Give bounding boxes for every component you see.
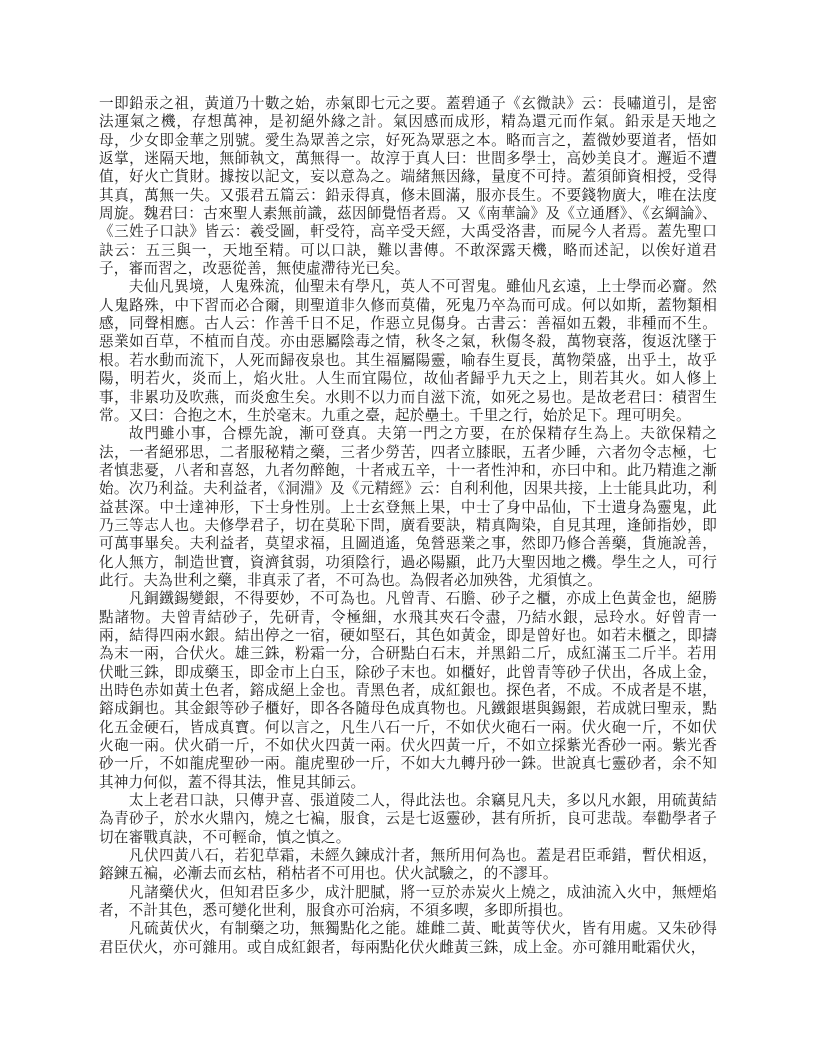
paragraph: 凡銅鐵錫變銀，不得要妙，不可為也。凡曾青、石膽、砂子之櫃，亦成上色黃金也，絕勝點諸物。夫曾青結砂子，先研青，令極細，水飛其夾石令盡，乃結水銀，忌玲水。好曾青一兩，結得四兩水銀。結出停之一宿，硬如堅石，其色如黃金，即是曾好也。如若未櫃之，即擣為末一兩，合伏火。雄三銖，粉霜一分，合研點白石末，并黑鉛二斤，成紅滿玉二斤半。若用伏毗三銖，即成藥玉，即金市上白玉，除砂子末也。如櫃好，此曾青等砂子伏出，各成上金，出時色赤如黃土色者，鎔成絕上金也。青黑色者，成紅銀也。探色者，不成。不成者是不堪，鎔成銅也。其金銀等砂子櫃好，即各各隨母色成真物也。凡鐵銀堪與錫銀，若成就曰聖汞，點化五金硬石，皆成真寶。何以言之，凡生八石一斤，不如伏火砲石一兩。伏火砲一斤，不如伏火砲一兩。伏火硝一斤，不如伏火四黃一兩。伏火四黃一斤，不如立採紫光香砂一兩。紫光香砂一斤，不如龍虎聖砂一兩。龍虎聖砂一斤，不如大九轉丹砂一銖。世說真七靈砂者，余不知其神力何似，蓋不得其法，惟見其師云。 xyxy=(99,591,717,791)
paragraph: 凡伏四黃八石，若犯草霜，未經久鍊成汁者，無所用何為也。蓋是君臣乖錯，暫伏相返，鎔鍊五褊，必漸去而玄枯，稍枯者不可用也。伏火試驗之，的不謬耳。 xyxy=(99,848,717,883)
paragraph: 凡硫黃伏火，有制藥之功，無獨點化之能。雄雌二黃、毗黃等伏火，皆有用處。又朱砂得君臣伏火，亦可雜用。或自成紅銀者，每兩點化伏火雌黃三銖，成上金。亦可雜用毗霜伏火， xyxy=(99,921,717,956)
paragraph: 太上老君口訣，只傳尹喜、張道陵二人，得此法也。余竊見凡夫，多以凡水銀，用硫黃結為青砂子，於水火鼎內，燒之七褊，服食，云是七返靈砂，甚有所折，良可悲哉。奉勸學者子切在審戰真訣，不可輕命，慎之慎之。 xyxy=(99,793,717,846)
text-block xyxy=(99,95,717,957)
paragraph: 夫仙凡異境，人鬼殊流，仙聖未有學凡，英人不可習鬼。雖仙凡玄遠，上士學而必齎。然人鬼路殊，中下習而必合爾，則聖道非久修而莫備，死鬼乃卒為而可成。何以如斯，蓋物類相感，同聲相應。古人云：作善千日不足，作惡立見傷身。古書云：善福如五穀，非種而不生。惡業如百草，不植而自茂。亦由惡屬陰毒之情，秋冬之氣，秋傷冬殺，萬物衰落，復返沈墜于根。若水動而流下，人死而歸夜泉也。其生福屬陽靈，喻春生夏長，萬物榮盛，出乎土，故乎陽，明若火，炎而上，焰火壯。人生而宜陽位，故仙者歸乎九天之上，則若其火。如人修上事，非累功及吹燕，而炎愈生矣。水則不以力而自滋下流，如死之易也。是故老君曰：積習生常。又曰：合抱之木，生於毫末。九重之臺，起於壘土。千里之行，始於足下。理可明矣。 xyxy=(99,279,717,424)
paragraph: 故門雖小事，合標先說，漸可登真。夫第一門之方要，在於保精存生為上。夫欲保精之法，一者絕邪思，二者服秘精之藥，三者少勞苦，四者立膝眠，五者少睡，六者勿令志極，七者慎悲憂，八者和喜怒，九者勿醉飽，十者戒五辛，十一者性沖和，亦曰中和。此乃精進之漸始。次乃利益。夫利益者，《洞淵》及《元精經》云：自利利他，因果共接，上士能具此功，利益甚深。中士達神形，下士身性別。上士玄登無上果，中士了身中品仙，下士遺身為靈鬼，此乃三等志人也。夫修學君子，切在莫恥下問，廣看要訣，精真陶染，自見其理，逢師指妙，即可萬事畢矣。夫利益者，莫望求福，且圖逍遙，兔營惡業之事，然即乃修合善藥，貨施說善，化人無方，制造世寶，資濟貧弱，功須陰行，過必陽顯，此乃大聖因地之機。學生之人，可行此行。夫為世利之藥，非真汞了者，不可為也。為假者必加殃咎，尤須慎之。 xyxy=(99,426,717,589)
paragraph: 一即鉛汞之祖，黃道乃十數之始，赤氣即七元之要。蓋碧通子《玄微訣》云：長嘯道引，是密法運氣之機，存想萬神，是初絕外緣之計。氣因感而成形，精為還元而作氣。鉛汞是天地之母，少女即金華之別號。愛生為眾善之宗，好死為眾惡之本。略而言之，蓋微妙要道者，悟如返掌，迷隔天地，無師執文，萬無得一。故淳于真人曰：世間多學士，高妙美良才。邂逅不遭值，好火亡貨財。據按以記文，妄以意為之。端緒無因緣，量度不可持。蓋須師資相授，受得其真，萬無一失。又張君五篇云：鉛汞得真，修未圓滿，服亦長生。不要錢物廣大，唯在法度周旋。魏君曰：古來聖人素無前識，茲因師覺悟者焉。又《南華論》及《立通曆》、《玄綱論》、《三姓子口訣》皆云：羲受圖，軒受符，高辛受天經，大禹受洛書，而屍今人者焉。蓋先聖口訣云：五三與一，天地至精。可以口訣，難以書傳。不敢深露天機，略而述記，以俟好道君子，審而習之，改惡從善，無使虛滯待光已矣。 xyxy=(99,96,717,278)
paragraph: 凡諸藥伏火，但知君臣多少，成汁肥膩，將一豆於赤炭火上燒之，成油流入火中，無煙焰者，不計其色，悉可變化世利，服食亦可治病，不須多喫，多即所損也。 xyxy=(99,884,717,920)
